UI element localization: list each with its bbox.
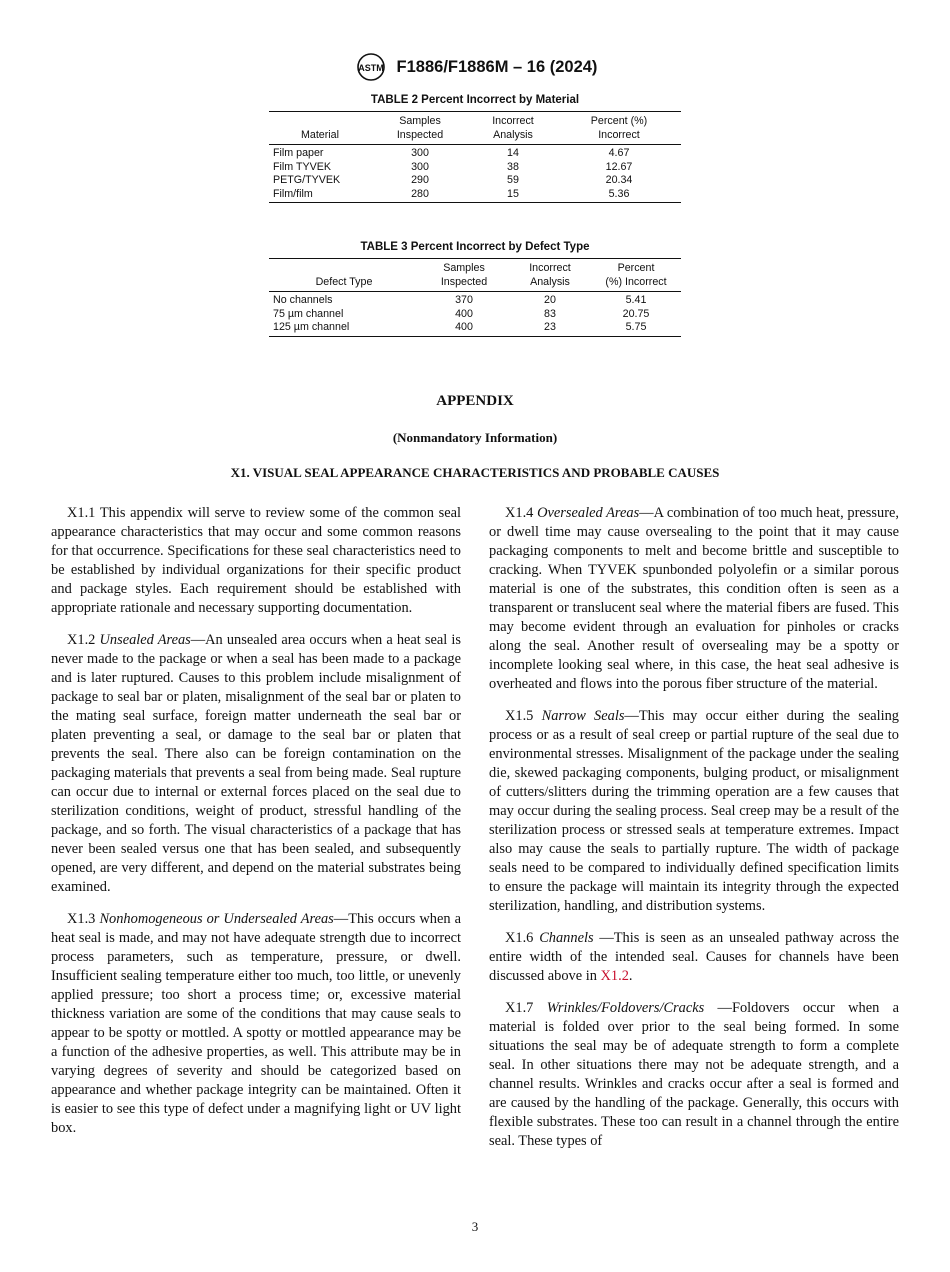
table-row: 125 µm channel 400 23 5.75 <box>269 321 681 336</box>
paragraph-number: X1.6 <box>505 930 534 946</box>
table-row: 75 µm channel 400 83 20.75 <box>273 307 650 320</box>
page-number: 3 <box>471 1219 479 1234</box>
table-2-header: Material <box>269 112 371 145</box>
paragraph-term: Wrinkles/Foldovers/Cracks <box>546 1000 705 1016</box>
table-3-header: Incorrect Analysis <box>509 259 591 292</box>
paragraph-term: Oversealed Areas <box>537 505 640 521</box>
paragraph-text: —This is seen as an unsealed pathway across the entire width of the intended seal. Causes for channels have been discussed above in <box>489 930 899 984</box>
page-header <box>0 52 950 82</box>
table-2-header: Percent (%) Incorrect <box>557 112 681 145</box>
table-3-header: Samples Inspected <box>419 259 509 292</box>
left-column <box>51 504 461 1138</box>
paragraph-number: X1.1 <box>67 505 96 521</box>
table-2-header: Incorrect Analysis <box>469 112 557 145</box>
paragraph-text: —This occurs when a heat seal is made, and may not have adequate strength due to incorrect process parameters, such as temperature, pressure, or dwell. Insufficient sealing temperature either too much, too little, or unevenly applied pressure; too short a process time; or, excessive material thickness variation are some of the conditions that may cause seals to appear to be spotty or mottled. A spotty or mottled appearance may be a function of the adhesive properties, as well. This attribute may be in varying degrees of severity and should be categorized based on appearance and whether package integrity can be maintained. Often it is easier to see this type of defect under a magnifying light or UV light box. <box>51 911 461 1136</box>
table-3-caption: TABLE 3 Percent Incorrect by Defect Type <box>360 241 590 253</box>
paragraph-text: —Foldovers occur when a material is folded over prior to the seal being formed. In some situations the seal may be of adequate strength to form a complete seal. In other situations there may not be adequate strength, and a channel results. Wrinkles and cracks occur after a seal is formed and are caused by the handling of the package. Generally, this occurs with flexible substrates. These too can result in a channel through the entire seal. These types of <box>489 1000 900 1149</box>
table-row: Film/film 280 15 5.36 <box>269 188 681 203</box>
paragraph-text: —An unsealed area occurs when a heat seal is never made to the package or when a seal has been made to a package and is later ruptured. Causes to this problem include misalignment of package to seal bar or platen, misalignment of the seal bar or platen to the mating seal surface, foreign matter underneath the seal bar or platen preventing a seal, or damage to the seal bar or platen that prevents the seal. There also can be foreign contamination on the packaging materials that prevents a seal from being made. Seal rupture can occur due to internal or external forces placed on the seal due to sterilization conditions, weight of product, stressful handling of the package, and so forth. The visual characteristics of a package that has never been sealed versus one that has been sealed, and subsequently opened, are very different, and depend on the material substrates being examined. <box>51 632 461 895</box>
table-2-header: Samples Inspected <box>371 112 469 145</box>
table-2-grid <box>269 111 681 203</box>
table-3-header: Defect Type <box>269 259 419 292</box>
paragraph-text: This appendix will serve to review some of the common seal appearance characteristics that may occur and some common reasons for that occurrence. Specifications for these seal characteristics need to be established by individual organizations for their specific product and package styles. Each requirement should be established with appropriate rationale and necessary supporting documentation. <box>51 505 461 616</box>
paragraph-number: X1.2 <box>67 632 96 648</box>
table-row: Film paper 300 14 4.67 <box>273 147 630 159</box>
table-3-grid <box>269 258 681 337</box>
document-designation: F1886/F1886M – 16 (2024) <box>396 57 598 76</box>
table-3 <box>0 241 950 337</box>
paragraph-x1-7 <box>489 999 899 1151</box>
paragraph-number: X1.4 <box>505 505 534 521</box>
paragraph-term: Channels <box>539 930 594 946</box>
paragraph-term: Narrow Seals <box>541 708 625 724</box>
paragraph-number: X1.5 <box>505 708 534 724</box>
table-row: Film TYVEK 300 38 12.67 <box>273 160 633 173</box>
paragraph-term: Nonhomogeneous or Undersealed Areas <box>99 911 334 927</box>
paragraph-term: Unsealed Areas <box>99 632 191 648</box>
table-2 <box>0 94 950 203</box>
paragraph-x1-3 <box>51 910 461 1138</box>
paragraph-x1-6: X1.6 Channels —This is seen as an unsealed pathway across the entire width of the intended seal. Causes for channels have been discussed above in X1.2. <box>489 930 899 984</box>
paragraph-text: —This may occur either during the sealing process or as a result of seal creep or partial rupture of the seal due to environmental stresses. Misalignment of the package under the sealing die, skewed packaging components, bulging product, or misalignment of cutters/slitters during the trimming operation are a few causes that may occur during the sealing process. Seal creep may be a result of the sterilization process or stressed seals at temperature extremes. Impact also may cause the seals to partially rupture. The width of package seals need to be compared to individually defined specification limits to ensure the package will maintain its integrity through the expected sterilization, handling, and distribution systems. <box>489 708 899 914</box>
paragraph-number: X1.3 <box>67 911 96 927</box>
paragraph-number: X1.7 <box>505 1000 534 1016</box>
appendix-subtitle: (Nonmandatory Information) <box>392 430 558 445</box>
paragraph-x1-1 <box>51 504 461 618</box>
cross-reference-link[interactable]: X1.2 <box>600 968 629 984</box>
table-3-header: Percent (%) Incorrect <box>591 259 681 292</box>
astm-logo-text: ASTM <box>357 63 384 73</box>
table-2-caption: TABLE 2 Percent Incorrect by Material <box>370 94 580 106</box>
section-title: X1. VISUAL SEAL APPEARANCE CHARACTERISTICS AND PROBABLE CAUSES <box>230 465 720 480</box>
appendix-title: APPENDIX <box>436 393 514 409</box>
table-row: PETG/TYVEK 290 59 20.34 <box>273 174 633 186</box>
right-column <box>489 504 899 1151</box>
paragraph-x1-4 <box>489 504 899 694</box>
paragraph-text: —A combination of too much heat, pressure, or dwell time may cause oversealing to the point that it may cause packaging components to melt and become brittle and susceptible to cracking. When TYVEK spunbonded polyolefin or a similar porous material is one of the substrates, this condition often is seen as a transparent or translucent seal where the material fibers are fused. This may become evident through an evaluation for pinholes or cracks along the seal. Another result of oversealing may be a spotty or incomplete looking seal where, in this case, the heat seal adhesive is overheated and flows into the porous fiber structure of the material. <box>489 505 899 692</box>
astm-logo <box>353 52 389 82</box>
paragraph-x1-5 <box>489 707 899 916</box>
table-row: No channels 370 20 5.41 <box>273 294 647 306</box>
paragraph-x1-2 <box>51 631 461 897</box>
